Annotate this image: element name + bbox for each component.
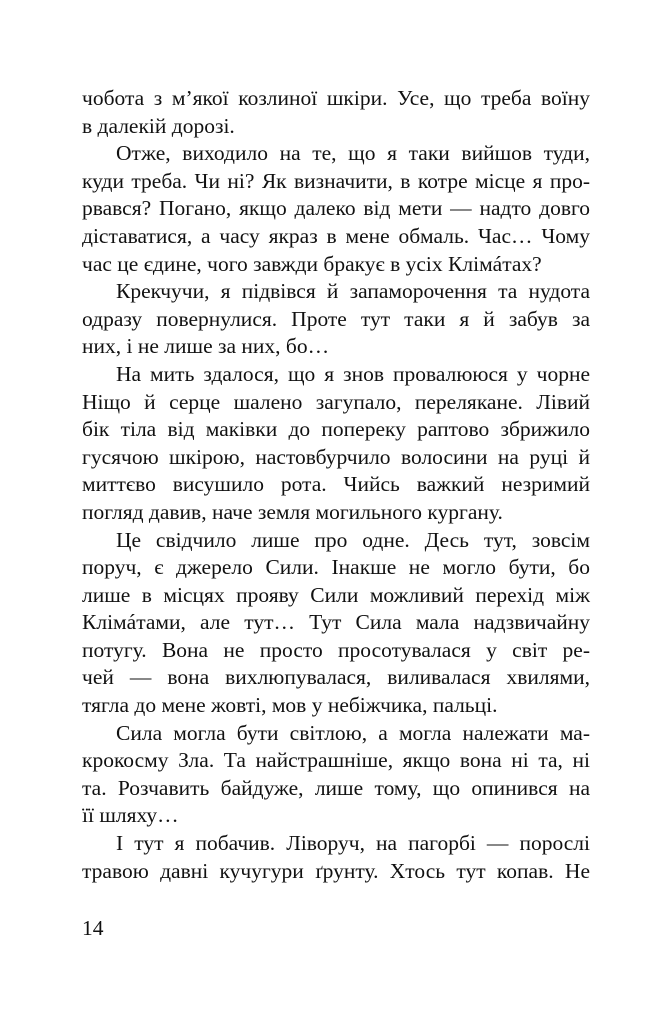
text-line: одразу повернулися. Проте тут таки я й забув за [82, 306, 590, 331]
text-line: крокосму Зла. Та найстрашніше, якщо вона ні та, ні [82, 748, 590, 773]
text-line: Це свідчило лише про одне. Десь тут, зовсім [116, 527, 590, 552]
text-line: потугу. Вона не просто просотувалася у світ ре- [82, 637, 590, 662]
body-text [82, 85, 590, 885]
text-line: Сила могла бути світлою, а могла належати ма- [116, 720, 590, 745]
text-line: чей — вона вихлюпувалася, виливалася хвилями, [82, 665, 590, 690]
text-line: чобота з м’якої козлиної шкіри. Усе, що треба воїну [82, 86, 590, 110]
text-line: Клімáтами, але тут… Тут Сила мала надзвичайну [82, 610, 590, 635]
text-line: куди треба. Чи ні? Як визначити, в котре місце я про- [82, 168, 590, 193]
text-line: Отже, виходило на те, що я таки вийшов туди, [116, 141, 590, 166]
text-line: Ніщо й серце шалено загупало, перелякане. Лівий [82, 389, 590, 414]
text-line: поруч, є джерело Сили. Інакше не могло бути, бо [82, 555, 590, 580]
text-line: тягла до мене жовті, мов у небіжчика, пальці. [82, 693, 498, 718]
text-line: На мить здалося, що я знов провалююся у чорне [116, 361, 590, 386]
text-line: рвався? Погано, якщо далеко від мети — надто довго [82, 196, 590, 221]
text-line: діставатися, а часу якраз в мене обмаль. Час… Чому [82, 223, 590, 248]
text-line: час це єдине, чого завжди бракує в усіх Клімáтах? [82, 251, 542, 276]
text-line: в далекій дорозі. [82, 113, 235, 138]
text-line: гусячою шкірою, настовбурчило волосини на руці й [82, 444, 590, 469]
text-line: її шляху… [82, 803, 179, 828]
text-line: травою давні кучугури ґрунту. Хтось тут копав. Не [82, 858, 590, 883]
text-line: І тут я побачив. Ліворуч, на пагорбі — порослі [116, 831, 590, 856]
text-line: та. Розчавить байдуже, лише тому, що опинився на [82, 775, 590, 800]
text-line: лише в місцях прояву Сили можливий перехід між [82, 582, 590, 607]
text-line: Крекчучи, я підвівся й запаморочення та нудота [116, 279, 590, 304]
text-line: них, і не лише за них, бо… [82, 334, 330, 359]
page-number: 14 [82, 916, 104, 940]
text-line: миттєво висушило рота. Чийсь важкий незримий [82, 472, 590, 497]
text-line: погляд давив, наче земля могильного кургану. [82, 499, 503, 524]
text-line: бік тіла від маківки до попереку раптово збрижило [82, 417, 590, 442]
